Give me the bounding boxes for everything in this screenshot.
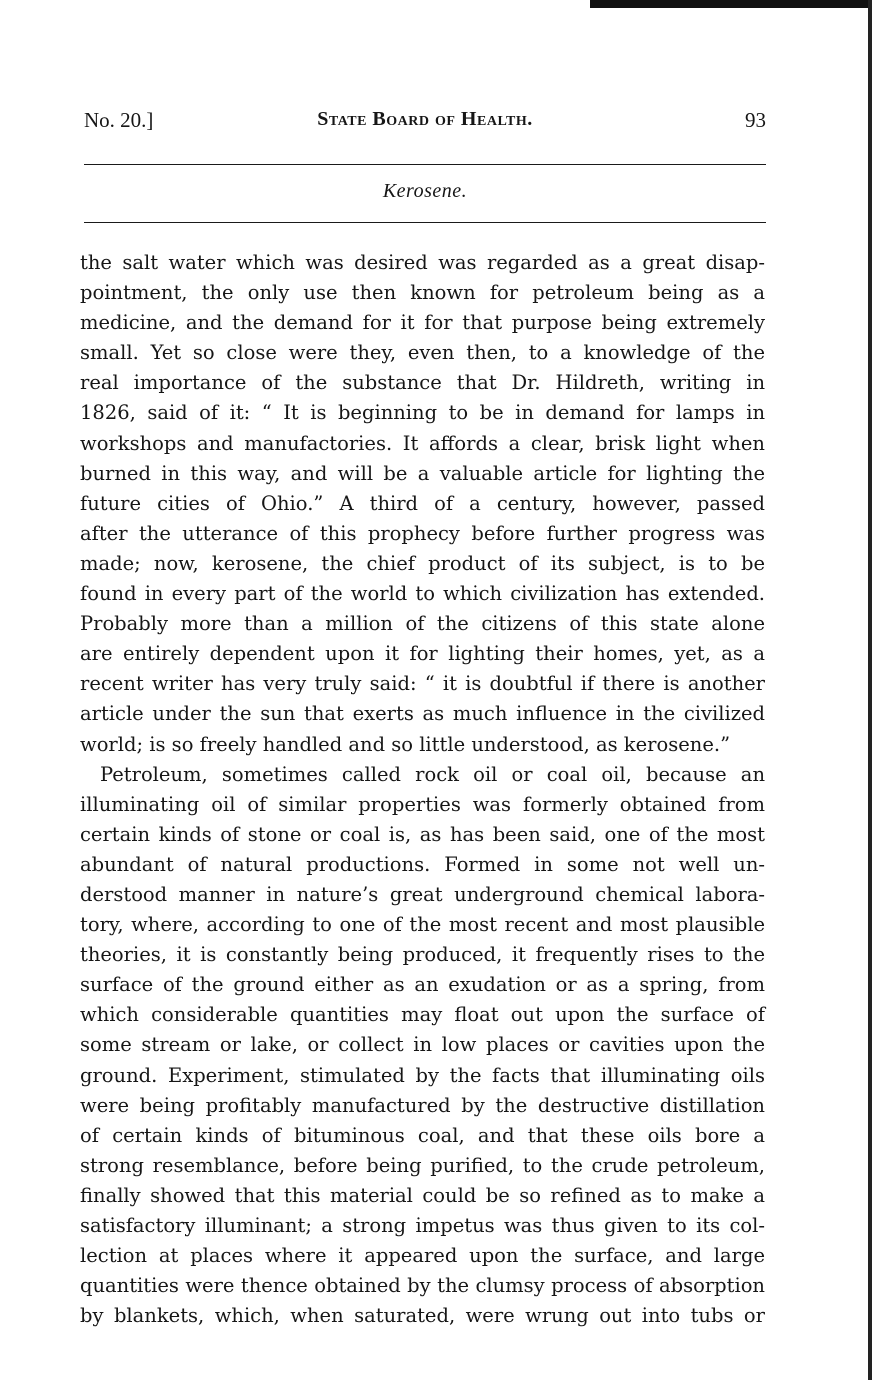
text-line: by blankets, which, when saturated, were wrung out into tubs or <box>80 1304 765 1328</box>
text-line: pointment, the only use then known for petroleum being as a <box>80 281 765 305</box>
text-line: quantities were thence obtained by the clumsy process of absorption <box>80 1274 765 1298</box>
text-line: strong resemblance, before being purified, to the crude petroleum, <box>80 1153 765 1177</box>
text-line: were being profitably manufactured by the destructive distillation <box>80 1093 765 1117</box>
running-title: State Board of Health. <box>317 108 533 130</box>
scan-edge-top <box>590 0 872 8</box>
text-line: recent writer has very truly said: “ it is doubtful if there is another <box>80 672 765 696</box>
text-line: satisfactory illuminant; a strong impetus was thus given to its col- <box>80 1214 765 1237</box>
text-line: Probably more than a million of the citizens of this state alone <box>80 612 765 636</box>
running-header <box>84 108 766 138</box>
text-line: world; is so freely handled and so little understood, as kerosene.” <box>80 732 731 756</box>
text-line: 1826, said of it: “ It is beginning to be in demand for lamps in <box>80 401 765 425</box>
section-rule <box>84 222 766 223</box>
text-line: theories, it is constantly being produced, it frequently rises to the <box>80 943 765 967</box>
paragraph <box>80 248 765 760</box>
text-line: Petroleum, sometimes called rock oil or coal oil, because an <box>100 762 765 786</box>
text-line: real importance of the substance that Dr. Hildreth, writing in <box>80 371 765 395</box>
text-line: finally showed that this material could be so refined as to make a <box>80 1183 765 1207</box>
text-line: found in every part of the world to which civilization has extended. <box>80 582 765 606</box>
text-line: burned in this way, and will be a valuable article for lighting the <box>80 461 765 485</box>
text-line: surface of the ground either as an exudation or as a spring, from <box>80 973 765 997</box>
text-line: derstood manner in nature’s great underground chemical labora- <box>80 882 765 906</box>
section-title: Kerosene. <box>382 180 468 202</box>
text-line: medicine, and the demand for it for that purpose being extremely <box>80 311 765 335</box>
text-line: certain kinds of stone or coal is, as has been said, one of the most <box>80 822 765 846</box>
text-line: lection at places where it appeared upon the surface, and large <box>80 1244 765 1268</box>
text-line: made; now, kerosene, the chief product of its subject, is to be <box>80 551 765 575</box>
text-line: after the utterance of this prophecy before further progress was <box>80 521 765 545</box>
text-line: workshops and manufactories. It affords a clear, brisk light when <box>80 431 765 455</box>
page-number: 93 <box>745 108 766 132</box>
text-line: illuminating oil of similar properties was formerly obtained from <box>80 792 765 816</box>
text-line: are entirely dependent upon it for lighting their homes, yet, as a <box>80 642 765 666</box>
text-line: the salt water which was desired was regarded as a great disap- <box>80 251 765 274</box>
text-line: future cities of Ohio.” A third of a century, however, passed <box>80 491 765 515</box>
header-rule <box>84 164 766 165</box>
text-line: small. Yet so close were they, even then, to a knowledge of the <box>80 341 765 365</box>
body-text <box>80 248 765 1331</box>
text-line: which considerable quantities may float out upon the surface of <box>80 1003 765 1027</box>
text-line: article under the sun that exerts as much influence in the civilized <box>80 702 765 726</box>
text-line: of certain kinds of bituminous coal, and that these oils bore a <box>80 1123 765 1147</box>
text-line: abundant of natural productions. Formed in some not well un- <box>80 852 765 876</box>
text-line: ground. Experiment, stimulated by the facts that illuminating oils <box>80 1063 765 1087</box>
text-line: tory, where, according to one of the most recent and most plausible <box>80 913 765 937</box>
paragraph <box>80 760 765 1332</box>
scan-edge-right <box>868 0 872 1380</box>
text-line: some stream or lake, or collect in low places or cavities upon the <box>80 1033 765 1057</box>
document-number: No. 20.] <box>84 108 154 132</box>
